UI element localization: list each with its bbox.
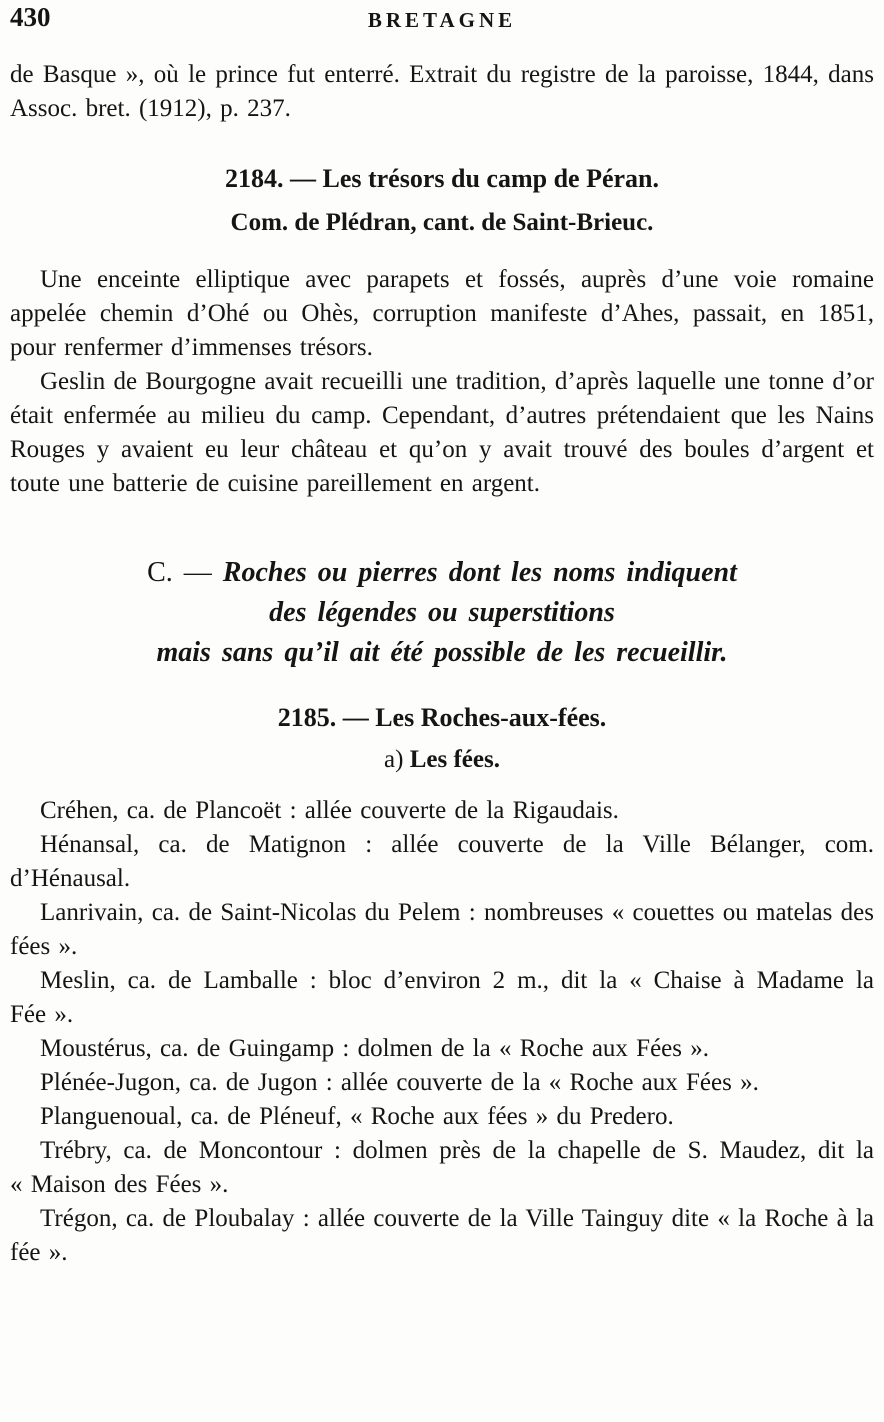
roches-aux-fees-list — [10, 794, 874, 1270]
entry-tregon: Trégon, ca. de Ploubalay : allée couverte de la Ville Tainguy dite « la Roche à la fée ». — [10, 1205, 874, 1266]
paragraph-intro: de Basque », où le prince fut enterré. Extrait du registre de la paroisse, 1844, dans Assoc. bret. (1912), p. 237. — [10, 61, 874, 122]
entry-lanrivain: Lanrivain, ca. de Saint-Nicolas du Pelem : nombreuses « couettes ou matelas des fées ». — [10, 899, 874, 960]
entry-2184-heading: 2184. — Les trésors du camp de Péran. — [224, 164, 659, 193]
section-c-line: C. — Roches ou pierres dont les noms indiquent — [147, 557, 737, 588]
running-header — [10, 2, 874, 36]
paragraph-enceinte: Une enceinte elliptique avec parapets et fossés, auprès d’une voie romaine appelée chemin d’Ohé ou Ohès, corruption manifeste d’Ahes, passait, en 1851, pour renfermer d’immenses trésors. — [10, 266, 874, 361]
entry-plenee-jugon: Plénée-Jugon, ca. de Jugon : allée couverte de la « Roche aux Fées ». — [40, 1069, 759, 1096]
section-c-line: des légendes ou superstitions — [269, 597, 615, 628]
entry-meslin: Meslin, ca. de Lamballe : bloc d’environ 2 m., dit la « Chaise à Madame la Fée ». — [10, 967, 874, 1028]
entry-henansal: Hénansal, ca. de Matignon : allée couverte de la Ville Bélanger, com. d’Hénausal. — [10, 831, 874, 892]
running-title: BRETAGNE — [367, 8, 517, 32]
entry-mousterus: Moustérus, ca. de Guingamp : dolmen de la « Roche aux Fées ». — [40, 1035, 710, 1062]
section-c-line: mais sans qu’il ait été possible de les recueillir. — [156, 637, 728, 668]
entry-2184-subheading: Com. de Plédran, cant. de Saint-Brieuc. — [230, 209, 654, 236]
entry-trebry: Trébry, ca. de Moncontour : dolmen près de la chapelle de S. Maudez, dit la « Maison des Fées ». — [10, 1137, 874, 1198]
section-c-heading — [10, 553, 874, 673]
entry-2185-heading: 2185. — Les Roches-aux-fées. — [277, 703, 607, 732]
entry-crehen: Créhen, ca. de Plancoët : allée couverte de la Rigaudais. — [40, 797, 619, 824]
entry-planguenoual: Planguenoual, ca. de Pléneuf, « Roche aux fées » du Predero. — [40, 1103, 674, 1130]
entry-2185-subheading: a) Les fées. — [384, 746, 500, 773]
page-number: 430 — [10, 2, 51, 32]
paragraph-geslin: Geslin de Bourgogne avait recueilli une tradition, d’après laquelle une tonne d’or était enfermée au milieu du camp. Cependant, d’autres prétendaient que les Nains Rouges y avaient eu leur château et qu’on y avait trouvé des boules d’argent et toute une batterie de cuisine pareillement en argent. — [10, 368, 874, 497]
